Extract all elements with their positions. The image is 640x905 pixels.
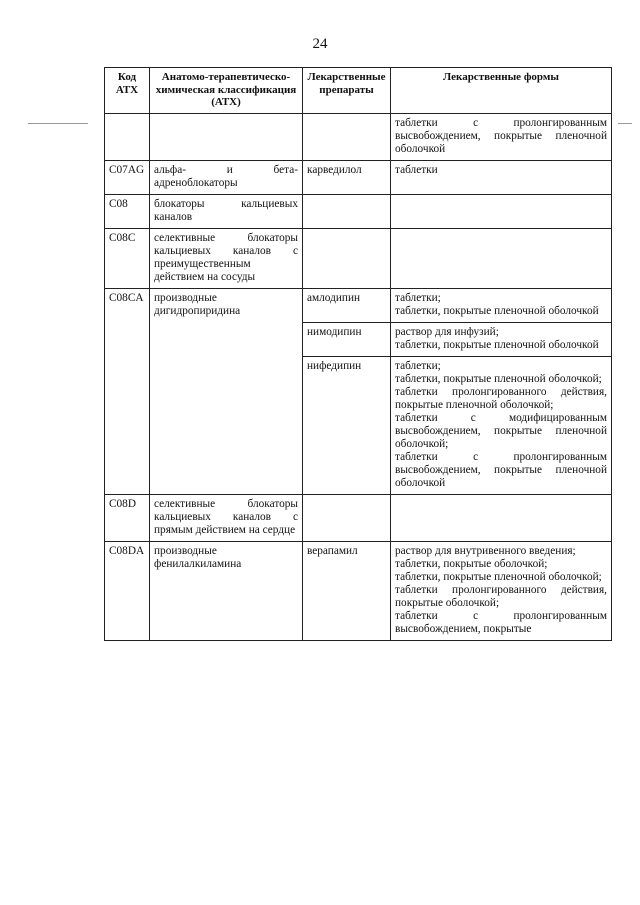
classification-cell: альфа- и бета-адреноблокаторы [150,160,303,194]
dosage-forms-cell [391,160,612,194]
drug-name-cell [303,228,391,288]
dosage-forms-cell [391,356,612,494]
dosage-forms-cell [391,113,612,160]
drug-name-cell: амлодипин [303,288,391,322]
dosage-form-line: таблетки, покрытые пленочной оболочкой [395,338,599,351]
atx-code-cell: C08D [105,494,150,541]
dosage-form-line: таблетки; [395,291,441,304]
table-header-row [105,68,612,114]
dosage-form-line: таблетки, покрытые пленочной оболочкой [395,304,599,317]
atx-code-cell [105,113,150,160]
scan-artifact [618,123,632,124]
dosage-form-line: таблетки пролонгированного действия, покрытые пленочной оболочкой; [395,385,607,411]
dosage-form-line: таблетки с пролонгированным высвобождением, покрытые пленочной оболочкой [395,116,607,155]
atx-code-cell: C08DA [105,541,150,640]
dosage-form-line: таблетки пролонгированного действия, покрытые оболочкой; [395,583,607,609]
dosage-forms-cell [391,541,612,640]
table-row [105,228,612,288]
dosage-forms-cell [391,322,612,356]
dosage-forms-cell [391,194,612,228]
table-row [105,541,612,640]
dosage-form-line: таблетки, покрытые оболочкой; [395,557,548,570]
dosage-form-line: таблетки с пролонгированным высвобождением, покрытые пленочной оболочкой [395,450,607,489]
drug-name-cell: нимодипин [303,322,391,356]
drug-name-cell: верапамил [303,541,391,640]
dosage-form-line: таблетки [395,163,438,176]
drug-name-cell [303,494,391,541]
dosage-forms-cell [391,228,612,288]
drug-name-cell: нифедипин [303,356,391,494]
table-row [105,113,612,160]
classification-cell [150,113,303,160]
classification-cell: селективные блокаторы кальциевых каналов с прямым действием на сердце [150,494,303,541]
dosage-form-line: таблетки с пролонгированным высвобождением, покрытые [395,609,607,635]
header-code: Код АТХ [105,68,150,114]
drug-name-cell [303,113,391,160]
dosage-forms-cell [391,288,612,322]
dosage-forms-cell [391,494,612,541]
dosage-form-line: раствор для внутривенного введения; [395,544,576,557]
dosage-form-line: таблетки, покрытые пленочной оболочкой; [395,372,602,385]
atx-code-cell: C08 [105,194,150,228]
table-row [105,288,612,322]
atx-code-cell: C07AG [105,160,150,194]
drug-name-cell [303,194,391,228]
dosage-form-line: таблетки с модифицированным высвобождением, покрытые пленочной оболочкой; [395,411,607,450]
dosage-form-line: раствор для инфузий; [395,325,499,338]
header-drugs: Лекарственные препараты [303,68,391,114]
scan-artifact [28,123,88,124]
dosage-form-line: таблетки; [395,359,441,372]
dosage-form-line: таблетки, покрытые пленочной оболочкой; [395,570,602,583]
header-classification: Анатомо-терапевтическо-химическая классификация (АТХ) [150,68,303,114]
classification-cell: производные дигидропиридина [150,288,303,494]
table-row [105,160,612,194]
header-forms: Лекарственные формы [391,68,612,114]
classification-cell: производные фенилалкиламина [150,541,303,640]
drug-name-cell: карведилол [303,160,391,194]
atx-table [104,67,612,641]
page-number: 24 [312,36,328,52]
table-row [105,194,612,228]
atx-code-cell: C08C [105,228,150,288]
atx-code-cell: C08CA [105,288,150,494]
table-row [105,494,612,541]
classification-cell: блокаторы кальциевых каналов [150,194,303,228]
classification-cell: селективные блокаторы кальциевых каналов с преимущественным действием на сосуды [150,228,303,288]
